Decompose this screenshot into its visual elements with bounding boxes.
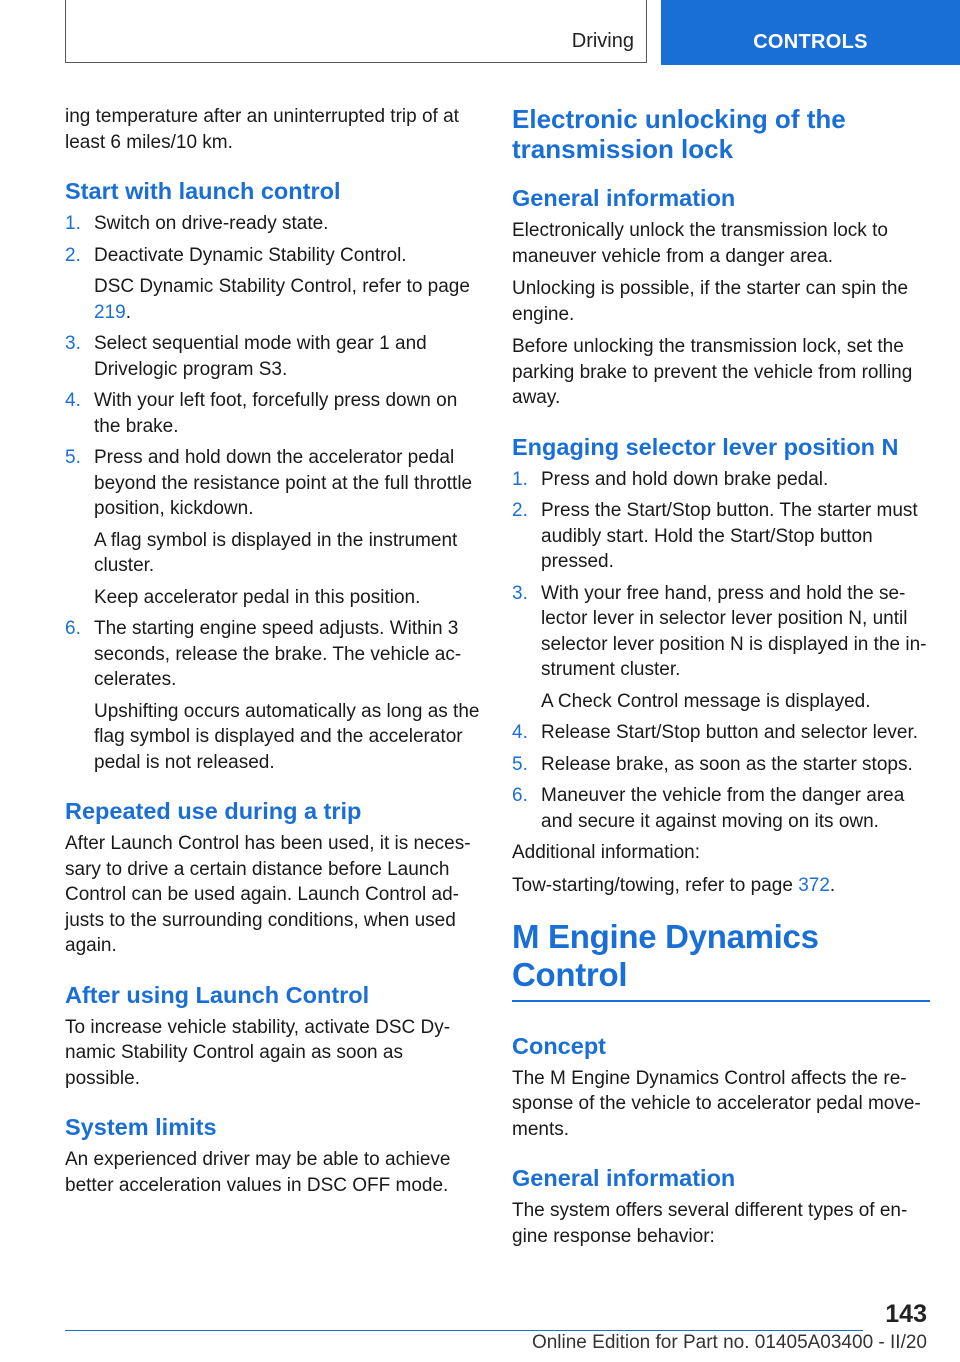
list-item [65,616,483,775]
list-item [512,498,930,575]
step-text: With your left foot, forcefully press down on the brake. [94,390,458,437]
page-number: 143 [885,1300,927,1328]
general-info-paragraph: Unlocking is possible, if the starter can spin the engine. [512,278,909,325]
step-text: Press and hold down the accelerator pedal beyond the resistance point at the full throttle position, kickdown. [94,447,473,519]
note-text: DSC Dynamic Stability Control, refer to page [94,276,470,297]
step-text: Release Start/Stop button and selector lever. [541,722,919,743]
left-column [65,104,483,1205]
page-reference-link[interactable]: 219 [94,301,126,323]
med-general-info-text: The system offers several different types of en-gine response behavior: [512,1200,908,1247]
step-text: Maneuver the vehicle from the danger area and secure it against moving on its own. [541,785,905,832]
step-text: Press and hold down brake pedal. [541,468,829,490]
note-text: . [125,301,131,323]
list-item [65,445,483,610]
step-text: Press the Start/Stop button. The starter must audibly start. Hold the Start/Stop button pressed. [541,500,918,572]
list-item [512,720,930,746]
list-item [65,331,483,382]
general-info-heading: General information [512,185,736,211]
list-item [65,243,483,326]
step-note: A flag symbol is displayed in the instrument cluster. [94,529,458,576]
step-number: 1. [65,213,81,234]
step-text: Release brake, as soon as the starter stops. [541,753,913,775]
list-item [512,467,930,493]
step-number: 5. [65,447,81,468]
step-number: 3. [512,582,528,604]
step-number: 5. [512,753,528,775]
step-number: 4. [512,722,528,743]
repeated-use-text: After Launch Control has been used, it is neces-sary to drive a certain distance before Launch Control can be used again. Launch Control ad-justs to the surrounding conditions, when used again. [65,833,471,956]
step-note [94,274,483,325]
list-item [65,388,483,439]
tow-text: . [829,874,836,896]
step-text: Deactivate Dynamic Stability Control. [94,244,407,266]
step-text: The starting engine speed adjusts. Within 3 seconds, release the brake. The vehicle ac-celerates. [94,618,462,690]
engaging-n-heading: Engaging selector lever position N [512,433,899,460]
intro-paragraph: ing temperature after an uninterrupted trip of at least 6 miles/10 km. [65,106,459,153]
repeated-use-heading: Repeated use during a trip [65,798,362,824]
step-text: With your free hand, press and hold the se-lector lever in selector lever position N, until selector lever position N is displayed in the in-strument cluster. [541,582,927,680]
step-note: A Check Control message is displayed. [541,690,871,712]
step-number: 4. [65,390,81,411]
general-info-paragraph: Electronically unlock the transmission lock to maneuver vehicle from a danger area. [512,220,888,267]
med-general-info-heading: General information [512,1165,736,1191]
footer-rule [65,1330,863,1331]
launch-control-steps [65,211,483,775]
after-launch-text: To increase vehicle stability, activate DSC Dy-namic Stability Control again as soon as possible. [65,1016,451,1089]
step-text: Switch on drive-ready state. [94,213,329,234]
m-engine-dynamics-heading: M Engine Dynamics Control [512,918,819,993]
list-item [512,783,930,834]
page-reference-link[interactable]: 372 [798,874,830,896]
additional-info-label: Additional information: [512,842,700,863]
step-note: Upshifting occurs automatically as long as the flag symbol is displayed and the accelerator pedal is not released. [94,700,480,773]
header-section-title: Driving [571,30,634,52]
step-number: 2. [65,244,81,266]
right-column [512,104,930,1256]
tow-reference [512,873,930,899]
general-info-paragraph: Before unlocking the transmission lock, set the parking brake to prevent the vehicle from rolling away. [512,336,913,408]
step-text: Select sequential mode with gear 1 and Drivelogic program S3. [94,333,427,380]
step-number: 2. [512,500,528,521]
heading-rule [512,1000,930,1002]
header-chapter-tab [661,0,960,65]
footer-edition: Online Edition for Part no. 01405A03400 - II/20 [531,1332,927,1353]
header-frame [65,0,647,63]
step-note: Keep accelerator pedal in this position. [94,586,421,608]
list-item [512,752,930,778]
step-number: 3. [65,333,81,354]
launch-control-heading: Start with launch control [65,178,341,204]
concept-heading: Concept [512,1032,606,1059]
after-launch-heading: After using Launch Control [65,981,370,1008]
tow-text: Tow-starting/towing, refer to page [512,874,799,896]
system-limits-heading: System limits [65,1114,217,1140]
step-number: 1. [512,468,528,490]
system-limits-text: An experienced driver may be able to achieve better acceleration values in DSC OFF mode. [65,1149,451,1196]
step-number: 6. [65,618,81,639]
list-item [512,581,930,715]
list-item [65,211,483,237]
unlock-heading: Electronic unlocking of the transmission lock [512,104,846,164]
header-chapter-label: CONTROLS [753,31,868,53]
concept-text: The M Engine Dynamics Control affects the re-sponse of the vehicle to accelerator pedal move-ments. [512,1067,921,1140]
step-number: 6. [512,785,528,806]
engaging-n-steps [512,467,930,835]
